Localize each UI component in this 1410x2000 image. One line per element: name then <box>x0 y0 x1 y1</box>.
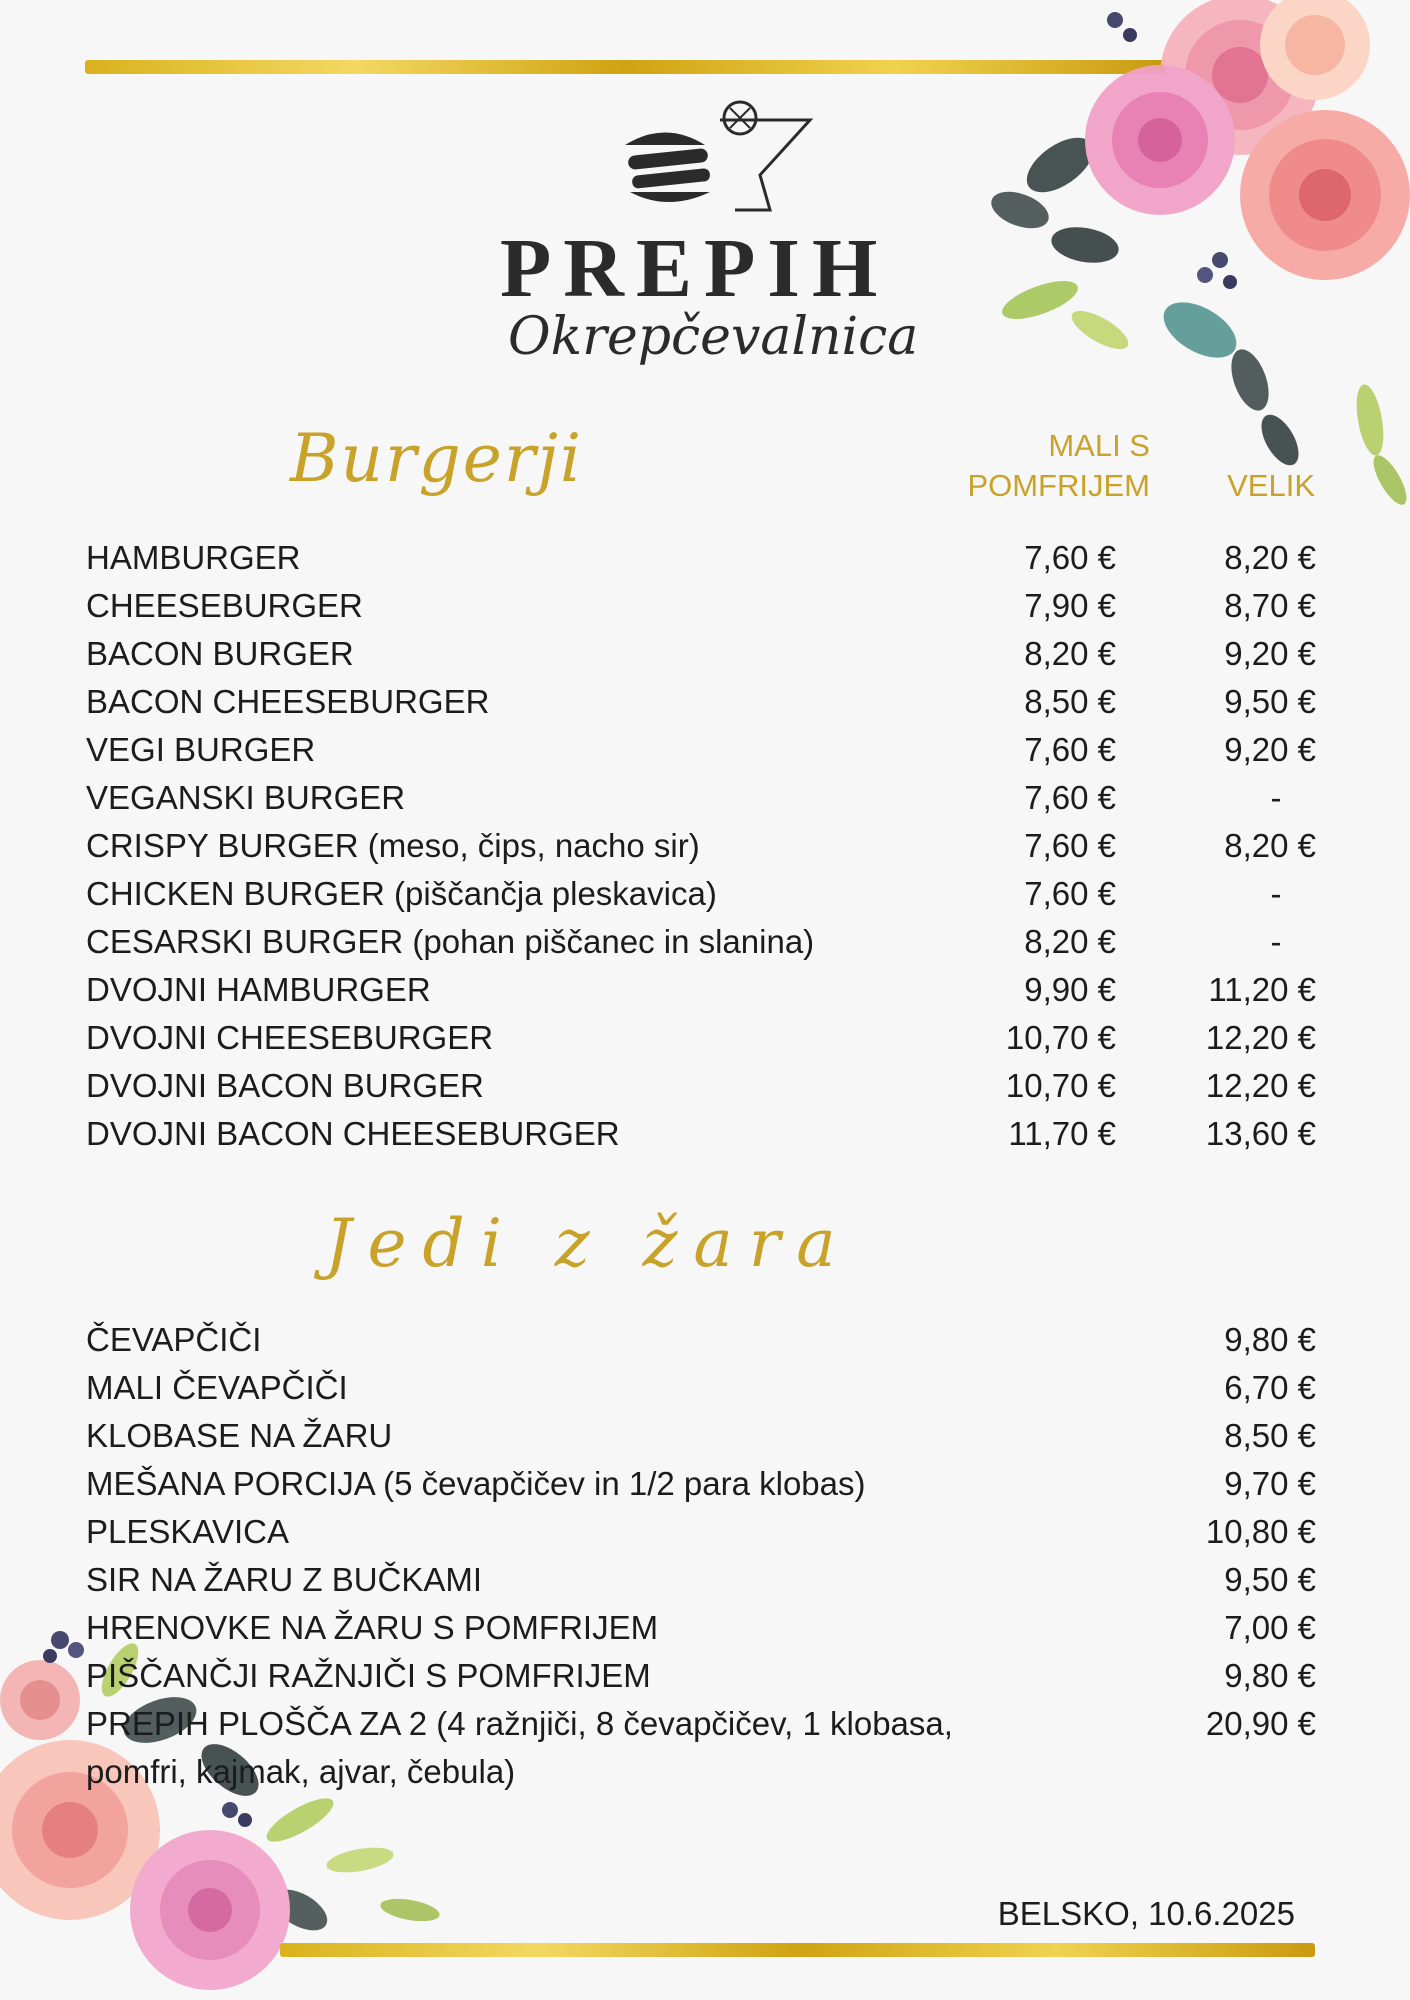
menu-item-name: MALI ČEVAPČIČI <box>86 1369 348 1406</box>
menu-item-price-small: 7,60 € <box>1024 539 1116 576</box>
menu-item-price-small: 7,60 € <box>1024 731 1116 768</box>
menu-item-price: 20,90 € <box>1205 1705 1316 1742</box>
menu-item-price-small: 8,50 € <box>1024 683 1116 720</box>
menu-item <box>86 966 1316 1014</box>
menu-item <box>86 918 1316 966</box>
menu-item-price: 9,70 € <box>1224 1465 1316 1502</box>
menu-item <box>86 1316 1316 1364</box>
menu-item-name: DVOJNI HAMBURGER <box>86 971 431 1008</box>
menu-item <box>86 1014 1316 1062</box>
menu-item <box>86 726 1316 774</box>
menu-item-price-large: 11,20 € <box>1208 971 1316 1008</box>
menu-item-price-small: 9,90 € <box>1024 971 1116 1008</box>
menu-item-price-large: - <box>1270 779 1282 816</box>
menu-item-name: ČEVAPČIČI <box>86 1321 262 1358</box>
menu-item-price-large: - <box>1270 923 1282 960</box>
menu-item-name: KLOBASE NA ŽARU <box>86 1417 393 1454</box>
column-header-large: VELIK <box>1227 468 1315 503</box>
menu-item-price-small: 7,60 € <box>1024 875 1116 912</box>
menu-item-price: 8,50 € <box>1224 1417 1316 1454</box>
menu-item <box>86 1700 1316 1796</box>
burger-cocktail-icon <box>620 100 820 215</box>
menu-item-price-small: 10,70 € <box>1005 1019 1116 1056</box>
menu-item <box>86 1508 1316 1556</box>
menu-item-price-small: 8,20 € <box>1024 635 1116 672</box>
menu-item <box>86 1062 1316 1110</box>
menu-item-price: 10,80 € <box>1205 1513 1316 1550</box>
menu-item-price-small: 10,70 € <box>1005 1067 1116 1104</box>
menu-item-name: PLESKAVICA <box>86 1513 289 1550</box>
menu-item <box>86 1364 1316 1412</box>
section-title-grill: Jedi z žara <box>325 1205 852 1282</box>
menu-item-price-large: 13,60 € <box>1205 1115 1316 1152</box>
menu-item <box>86 774 1316 822</box>
menu-item-name: PIŠČANČJI RAŽNJIČI S POMFRIJEM <box>86 1657 651 1694</box>
menu-item-price-large: 12,20 € <box>1205 1019 1316 1056</box>
menu-item <box>86 1604 1316 1652</box>
menu-item-price: 9,50 € <box>1224 1561 1316 1598</box>
menu-item <box>86 870 1316 918</box>
menu-item-name: DVOJNI CHEESEBURGER <box>86 1019 494 1056</box>
menu-item-name: VEGANSKI BURGER <box>86 779 406 816</box>
menu-item-name: CRISPY BURGER (meso, čips, nacho sir) <box>86 827 700 864</box>
brand-logo <box>500 100 919 380</box>
menu-item <box>86 582 1316 630</box>
menu-item-price-large: 9,50 € <box>1224 683 1316 720</box>
menu-item-name: CHEESEBURGER <box>86 587 363 624</box>
menu-item-price-small: 7,60 € <box>1024 779 1116 816</box>
brand-subtitle: Okrepčevalnica <box>508 307 919 367</box>
menu-item-price-large: 8,20 € <box>1224 827 1316 864</box>
menu-item-name: VEGI BURGER <box>86 731 316 768</box>
menu-item-price-large: 9,20 € <box>1224 731 1316 768</box>
menu-item-price-small: 7,60 € <box>1024 827 1116 864</box>
menu-item-price: 7,00 € <box>1224 1609 1316 1646</box>
footer-location-date: BELSKO, 10.6.2025 <box>997 1895 1295 1932</box>
menu-item-price: 6,70 € <box>1224 1369 1316 1406</box>
menu-item-name: BACON BURGER <box>86 635 354 672</box>
menu-item <box>86 1110 1316 1158</box>
menu-item <box>86 630 1316 678</box>
menu-item <box>86 1460 1316 1508</box>
menu-item <box>86 822 1316 870</box>
menu-item <box>86 1652 1316 1700</box>
menu-item-name: BACON CHEESEBURGER <box>86 683 490 720</box>
menu-item <box>86 1412 1316 1460</box>
menu-item <box>86 534 1316 582</box>
section-title-burgers: Burgerji <box>290 420 583 497</box>
menu-item-name: DVOJNI BACON CHEESEBURGER <box>86 1115 620 1152</box>
menu-item-price-large: 8,20 € <box>1224 539 1316 576</box>
menu-item-name: MEŠANA PORCIJA (5 čevapčičev in 1/2 para klobas) <box>86 1465 866 1502</box>
burger-menu-list <box>86 534 1316 1158</box>
menu-item <box>86 678 1316 726</box>
brand-name: PREPIH <box>500 222 890 315</box>
menu-item-name: CHICKEN BURGER (piščančja pleskavica) <box>86 875 717 912</box>
menu-item <box>86 1556 1316 1604</box>
menu-item-price-large: - <box>1270 875 1282 912</box>
menu-item-price-large: 8,70 € <box>1224 587 1316 624</box>
menu-item-name: HRENOVKE NA ŽARU S POMFRIJEM <box>86 1609 659 1646</box>
menu-item-price-large: 9,20 € <box>1224 635 1316 672</box>
menu-item-price-large: 12,20 € <box>1205 1067 1316 1104</box>
bottom-gold-divider <box>280 1943 1315 1957</box>
menu-item-name: HAMBURGER <box>86 539 301 576</box>
menu-item-name: CESARSKI BURGER (pohan piščanec in slanina) <box>86 923 815 960</box>
menu-item-price-small: 7,90 € <box>1024 587 1116 624</box>
menu-item-name: PREPIH PLOŠČA ZA 2 (4 ražnjiči, 8 čevapčičev, 1 klobasa, pomfri, kajmak, ajvar, čebula) <box>86 1705 953 1790</box>
menu-item-name: DVOJNI BACON BURGER <box>86 1067 484 1104</box>
menu-item-price: 9,80 € <box>1224 1657 1316 1694</box>
menu-item-price: 9,80 € <box>1224 1321 1316 1358</box>
menu-item-price-small: 11,70 € <box>1008 1115 1116 1152</box>
menu-item-price-small: 8,20 € <box>1024 923 1116 960</box>
menu-item-name: SIR NA ŽARU Z BUČKAMI <box>86 1561 483 1598</box>
column-header-small: MALI S POMFRIJEM <box>967 428 1150 503</box>
grill-menu-list <box>86 1316 1316 1796</box>
